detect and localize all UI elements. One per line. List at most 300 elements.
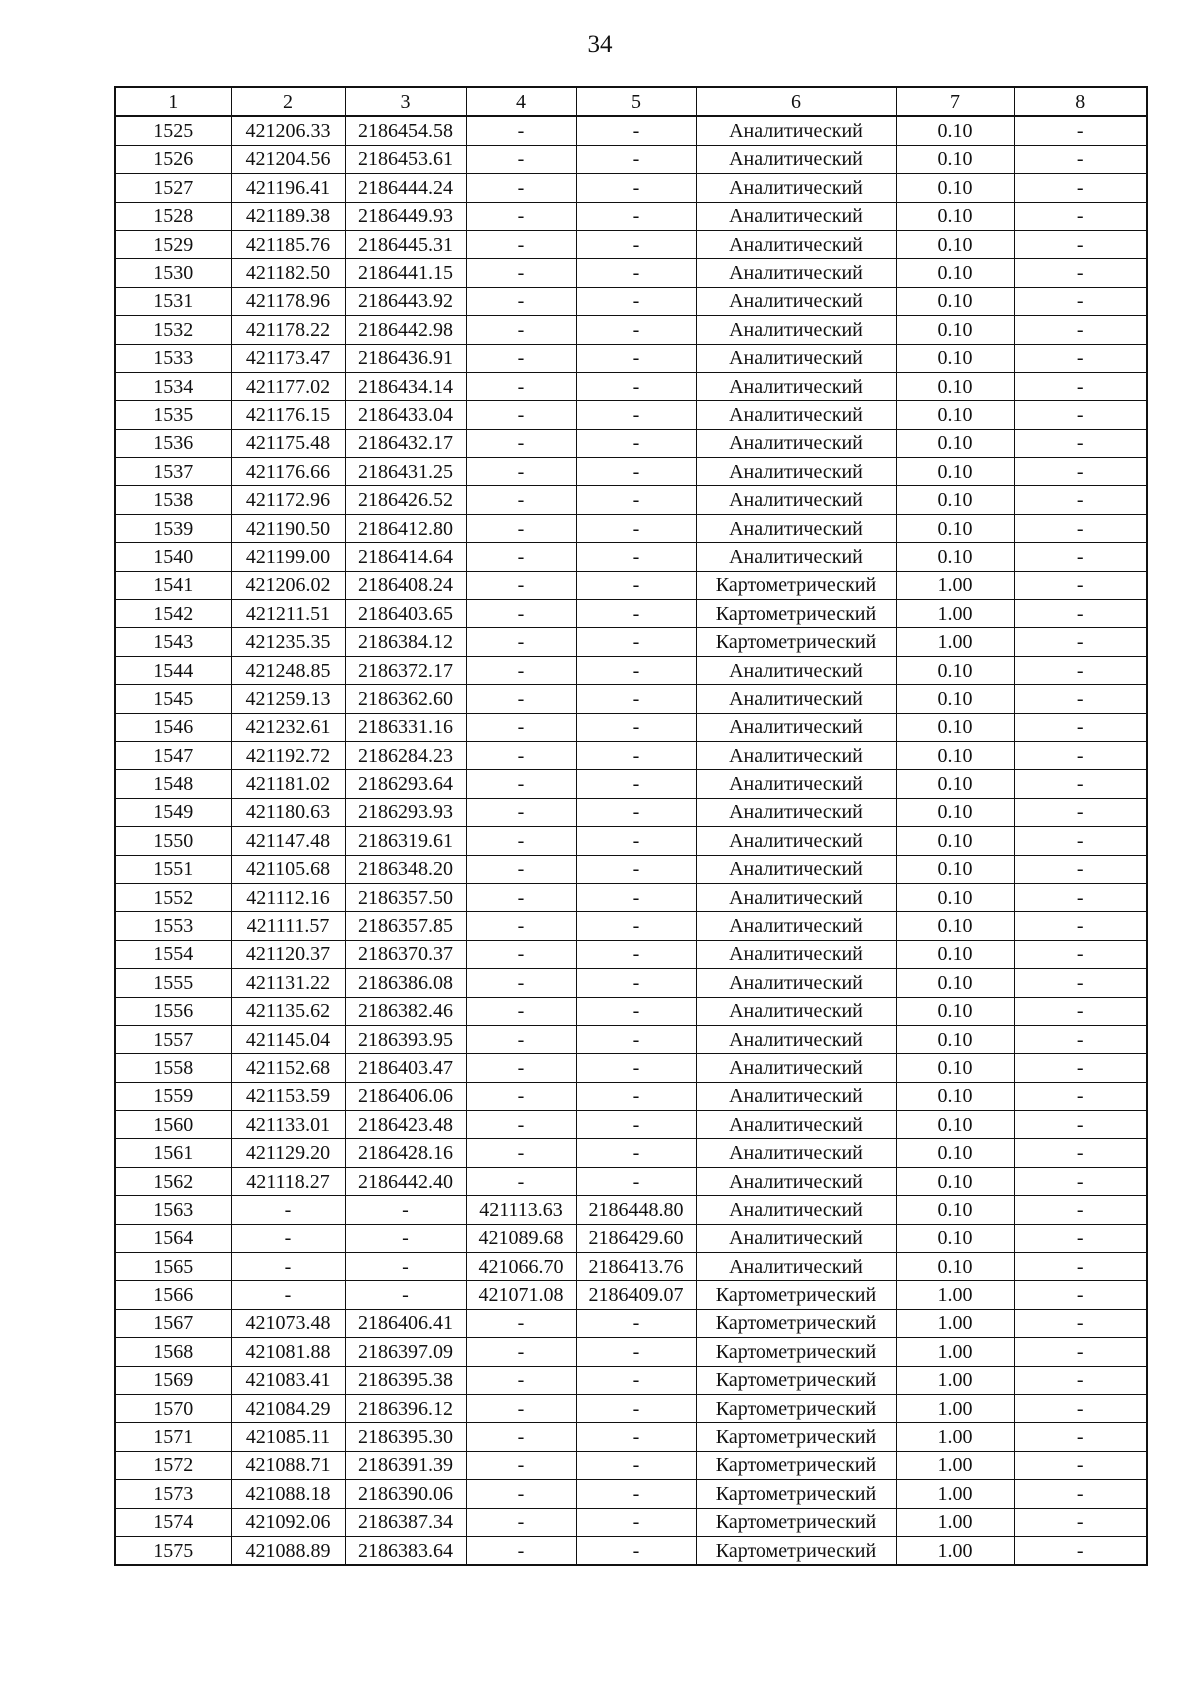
note-cell: -	[1014, 202, 1147, 230]
y-new-coordinate-cell: -	[576, 713, 696, 741]
method-cell: Аналитический	[696, 230, 896, 258]
accuracy-cell: 0.10	[896, 429, 1014, 457]
method-cell: Картометрический	[696, 1423, 896, 1451]
accuracy-cell: 0.10	[896, 741, 1014, 769]
table-row	[115, 401, 1147, 429]
table-row	[115, 1508, 1147, 1536]
table-row	[115, 1536, 1147, 1565]
note-cell: -	[1014, 600, 1147, 628]
x-new-coordinate-cell: -	[466, 600, 576, 628]
point-number-cell: 1550	[115, 827, 231, 855]
note-cell: -	[1014, 1480, 1147, 1508]
x-new-coordinate-cell: -	[466, 1508, 576, 1536]
x-new-coordinate-cell: -	[466, 940, 576, 968]
y-new-coordinate-cell: -	[576, 600, 696, 628]
y-new-coordinate-cell: -	[576, 1338, 696, 1366]
note-cell: -	[1014, 1139, 1147, 1167]
accuracy-cell: 0.10	[896, 230, 1014, 258]
accuracy-cell: 0.10	[896, 912, 1014, 940]
point-number-cell: 1540	[115, 543, 231, 571]
point-number-cell: 1531	[115, 287, 231, 315]
accuracy-cell: 0.10	[896, 1253, 1014, 1281]
method-cell: Аналитический	[696, 827, 896, 855]
method-cell: Аналитический	[696, 1253, 896, 1281]
y-new-coordinate-cell: -	[576, 372, 696, 400]
point-number-cell: 1569	[115, 1366, 231, 1394]
method-cell: Аналитический	[696, 429, 896, 457]
point-number-cell: 1526	[115, 145, 231, 173]
table-row	[115, 259, 1147, 287]
y-coordinate-cell: 2186403.65	[345, 600, 466, 628]
y-new-coordinate-cell: -	[576, 628, 696, 656]
y-coordinate-cell: -	[345, 1253, 466, 1281]
column-header: 5	[576, 87, 696, 116]
x-new-coordinate-cell: 421066.70	[466, 1253, 576, 1281]
method-cell: Аналитический	[696, 1224, 896, 1252]
method-cell: Аналитический	[696, 486, 896, 514]
table-row	[115, 1309, 1147, 1337]
x-coordinate-cell: 421112.16	[231, 883, 345, 911]
table-row	[115, 940, 1147, 968]
note-cell: -	[1014, 486, 1147, 514]
table-row	[115, 770, 1147, 798]
accuracy-cell: 1.00	[896, 1508, 1014, 1536]
y-new-coordinate-cell: -	[576, 969, 696, 997]
note-cell: -	[1014, 1423, 1147, 1451]
x-coordinate-cell: 421147.48	[231, 827, 345, 855]
accuracy-cell: 0.10	[896, 1111, 1014, 1139]
x-coordinate-cell: 421199.00	[231, 543, 345, 571]
table-row	[115, 1196, 1147, 1224]
y-coordinate-cell: 2186293.93	[345, 798, 466, 826]
accuracy-cell: 0.10	[896, 145, 1014, 173]
point-number-cell: 1542	[115, 600, 231, 628]
method-cell: Аналитический	[696, 287, 896, 315]
method-cell: Аналитический	[696, 145, 896, 173]
x-new-coordinate-cell: -	[466, 1167, 576, 1195]
accuracy-cell: 1.00	[896, 628, 1014, 656]
accuracy-cell: 0.10	[896, 259, 1014, 287]
table-row	[115, 543, 1147, 571]
point-number-cell: 1537	[115, 458, 231, 486]
method-cell: Аналитический	[696, 713, 896, 741]
point-number-cell: 1530	[115, 259, 231, 287]
method-cell: Аналитический	[696, 741, 896, 769]
y-coordinate-cell: 2186434.14	[345, 372, 466, 400]
x-new-coordinate-cell: -	[466, 912, 576, 940]
y-new-coordinate-cell: -	[576, 486, 696, 514]
y-new-coordinate-cell: -	[576, 1536, 696, 1565]
x-coordinate-cell: 421259.13	[231, 685, 345, 713]
y-new-coordinate-cell: -	[576, 827, 696, 855]
x-coordinate-cell: 421175.48	[231, 429, 345, 457]
accuracy-cell: 1.00	[896, 1394, 1014, 1422]
note-cell: -	[1014, 656, 1147, 684]
accuracy-cell: 0.10	[896, 1196, 1014, 1224]
coordinates-table	[114, 86, 1148, 1566]
note-cell: -	[1014, 997, 1147, 1025]
note-cell: -	[1014, 1394, 1147, 1422]
method-cell: Аналитический	[696, 543, 896, 571]
x-new-coordinate-cell: -	[466, 458, 576, 486]
note-cell: -	[1014, 429, 1147, 457]
method-cell: Аналитический	[696, 514, 896, 542]
point-number-cell: 1539	[115, 514, 231, 542]
note-cell: -	[1014, 458, 1147, 486]
note-cell: -	[1014, 1196, 1147, 1224]
point-number-cell: 1548	[115, 770, 231, 798]
note-cell: -	[1014, 174, 1147, 202]
y-coordinate-cell: 2186331.16	[345, 713, 466, 741]
y-coordinate-cell: 2186408.24	[345, 571, 466, 599]
x-new-coordinate-cell: -	[466, 514, 576, 542]
x-coordinate-cell: 421181.02	[231, 770, 345, 798]
y-new-coordinate-cell: -	[576, 1508, 696, 1536]
note-cell: -	[1014, 1167, 1147, 1195]
table-row	[115, 116, 1147, 145]
note-cell: -	[1014, 116, 1147, 145]
y-coordinate-cell: -	[345, 1281, 466, 1309]
note-cell: -	[1014, 912, 1147, 940]
y-coordinate-cell: 2186391.39	[345, 1451, 466, 1479]
y-new-coordinate-cell: 2186413.76	[576, 1253, 696, 1281]
x-new-coordinate-cell: -	[466, 571, 576, 599]
table-row	[115, 514, 1147, 542]
point-number-cell: 1552	[115, 883, 231, 911]
x-new-coordinate-cell: -	[466, 969, 576, 997]
x-coordinate-cell: 421177.02	[231, 372, 345, 400]
x-new-coordinate-cell: -	[466, 174, 576, 202]
table-row	[115, 1025, 1147, 1053]
accuracy-cell: 0.10	[896, 372, 1014, 400]
y-new-coordinate-cell: 2186409.07	[576, 1281, 696, 1309]
y-new-coordinate-cell: -	[576, 316, 696, 344]
table-row	[115, 1111, 1147, 1139]
y-new-coordinate-cell: -	[576, 1309, 696, 1337]
y-coordinate-cell: 2186396.12	[345, 1394, 466, 1422]
point-number-cell: 1575	[115, 1536, 231, 1565]
point-number-cell: 1555	[115, 969, 231, 997]
x-new-coordinate-cell: -	[466, 1423, 576, 1451]
accuracy-cell: 0.10	[896, 798, 1014, 826]
accuracy-cell: 1.00	[896, 1281, 1014, 1309]
accuracy-cell: 0.10	[896, 116, 1014, 145]
note-cell: -	[1014, 571, 1147, 599]
note-cell: -	[1014, 1309, 1147, 1337]
accuracy-cell: 0.10	[896, 883, 1014, 911]
y-coordinate-cell: 2186370.37	[345, 940, 466, 968]
accuracy-cell: 1.00	[896, 1309, 1014, 1337]
table-body	[115, 116, 1147, 1565]
x-new-coordinate-cell: -	[466, 1139, 576, 1167]
table-row	[115, 1281, 1147, 1309]
x-coordinate-cell: 421206.02	[231, 571, 345, 599]
point-number-cell: 1573	[115, 1480, 231, 1508]
column-header: 7	[896, 87, 1014, 116]
y-coordinate-cell: 2186362.60	[345, 685, 466, 713]
note-cell: -	[1014, 1025, 1147, 1053]
table-row	[115, 741, 1147, 769]
y-new-coordinate-cell: -	[576, 116, 696, 145]
table-row	[115, 458, 1147, 486]
y-new-coordinate-cell: -	[576, 344, 696, 372]
x-coordinate-cell: 421133.01	[231, 1111, 345, 1139]
y-coordinate-cell: 2186390.06	[345, 1480, 466, 1508]
table-row	[115, 1338, 1147, 1366]
accuracy-cell: 0.10	[896, 1025, 1014, 1053]
y-coordinate-cell: 2186348.20	[345, 855, 466, 883]
column-header: 2	[231, 87, 345, 116]
table-row	[115, 713, 1147, 741]
note-cell: -	[1014, 401, 1147, 429]
accuracy-cell: 0.10	[896, 401, 1014, 429]
y-coordinate-cell: 2186436.91	[345, 344, 466, 372]
accuracy-cell: 0.10	[896, 770, 1014, 798]
x-coordinate-cell: 421131.22	[231, 969, 345, 997]
y-coordinate-cell: -	[345, 1196, 466, 1224]
note-cell: -	[1014, 883, 1147, 911]
method-cell: Аналитический	[696, 372, 896, 400]
note-cell: -	[1014, 713, 1147, 741]
accuracy-cell: 1.00	[896, 1536, 1014, 1565]
x-new-coordinate-cell: -	[466, 656, 576, 684]
y-coordinate-cell: 2186382.46	[345, 997, 466, 1025]
x-coordinate-cell: -	[231, 1196, 345, 1224]
table-row	[115, 628, 1147, 656]
y-coordinate-cell: 2186386.08	[345, 969, 466, 997]
y-coordinate-cell: 2186449.93	[345, 202, 466, 230]
x-new-coordinate-cell: -	[466, 1536, 576, 1565]
table-row	[115, 372, 1147, 400]
method-cell: Аналитический	[696, 855, 896, 883]
table-row	[115, 1224, 1147, 1252]
point-number-cell: 1564	[115, 1224, 231, 1252]
accuracy-cell: 1.00	[896, 1423, 1014, 1451]
y-new-coordinate-cell: -	[576, 1111, 696, 1139]
x-new-coordinate-cell: -	[466, 202, 576, 230]
table-row	[115, 1253, 1147, 1281]
y-coordinate-cell: 2186397.09	[345, 1338, 466, 1366]
y-coordinate-cell: 2186372.17	[345, 656, 466, 684]
point-number-cell: 1574	[115, 1508, 231, 1536]
method-cell: Аналитический	[696, 401, 896, 429]
x-new-coordinate-cell: -	[466, 1309, 576, 1337]
x-coordinate-cell: 421248.85	[231, 656, 345, 684]
x-coordinate-cell: 421178.22	[231, 316, 345, 344]
y-new-coordinate-cell: -	[576, 174, 696, 202]
table-row	[115, 969, 1147, 997]
x-new-coordinate-cell: -	[466, 1451, 576, 1479]
x-new-coordinate-cell: -	[466, 429, 576, 457]
x-new-coordinate-cell: -	[466, 1082, 576, 1110]
x-new-coordinate-cell: -	[466, 770, 576, 798]
y-coordinate-cell: 2186431.25	[345, 458, 466, 486]
table-header-row	[115, 87, 1147, 116]
point-number-cell: 1536	[115, 429, 231, 457]
y-new-coordinate-cell: 2186429.60	[576, 1224, 696, 1252]
x-new-coordinate-cell: -	[466, 741, 576, 769]
x-new-coordinate-cell: -	[466, 145, 576, 173]
note-cell: -	[1014, 230, 1147, 258]
point-number-cell: 1557	[115, 1025, 231, 1053]
y-coordinate-cell: 2186433.04	[345, 401, 466, 429]
note-cell: -	[1014, 1536, 1147, 1565]
y-new-coordinate-cell: -	[576, 202, 696, 230]
x-coordinate-cell: -	[231, 1281, 345, 1309]
method-cell: Аналитический	[696, 1082, 896, 1110]
x-coordinate-cell: 421180.63	[231, 798, 345, 826]
x-coordinate-cell: 421088.71	[231, 1451, 345, 1479]
table-row	[115, 798, 1147, 826]
accuracy-cell: 0.10	[896, 1167, 1014, 1195]
table-row	[115, 1394, 1147, 1422]
y-new-coordinate-cell: -	[576, 1139, 696, 1167]
y-new-coordinate-cell: -	[576, 259, 696, 287]
method-cell: Аналитический	[696, 912, 896, 940]
method-cell: Картометрический	[696, 1536, 896, 1565]
note-cell: -	[1014, 827, 1147, 855]
method-cell: Аналитический	[696, 316, 896, 344]
table-row	[115, 486, 1147, 514]
y-new-coordinate-cell: -	[576, 458, 696, 486]
point-number-cell: 1558	[115, 1054, 231, 1082]
table-row	[115, 883, 1147, 911]
note-cell: -	[1014, 1082, 1147, 1110]
accuracy-cell: 0.10	[896, 855, 1014, 883]
y-new-coordinate-cell: -	[576, 883, 696, 911]
point-number-cell: 1566	[115, 1281, 231, 1309]
x-new-coordinate-cell: -	[466, 628, 576, 656]
table-row	[115, 230, 1147, 258]
method-cell: Картометрический	[696, 571, 896, 599]
column-header: 6	[696, 87, 896, 116]
x-new-coordinate-cell: -	[466, 855, 576, 883]
x-new-coordinate-cell: -	[466, 1394, 576, 1422]
point-number-cell: 1528	[115, 202, 231, 230]
method-cell: Аналитический	[696, 1139, 896, 1167]
note-cell: -	[1014, 372, 1147, 400]
x-coordinate-cell: 421073.48	[231, 1309, 345, 1337]
table-row	[115, 316, 1147, 344]
column-header: 3	[345, 87, 466, 116]
x-coordinate-cell: 421129.20	[231, 1139, 345, 1167]
point-number-cell: 1565	[115, 1253, 231, 1281]
x-coordinate-cell: 421189.38	[231, 202, 345, 230]
point-number-cell: 1525	[115, 116, 231, 145]
method-cell: Аналитический	[696, 202, 896, 230]
table-row	[115, 1451, 1147, 1479]
x-coordinate-cell: 421176.66	[231, 458, 345, 486]
x-coordinate-cell: 421235.35	[231, 628, 345, 656]
note-cell: -	[1014, 543, 1147, 571]
point-number-cell: 1532	[115, 316, 231, 344]
y-coordinate-cell: 2186395.38	[345, 1366, 466, 1394]
x-coordinate-cell: 421088.89	[231, 1536, 345, 1565]
note-cell: -	[1014, 1366, 1147, 1394]
note-cell: -	[1014, 344, 1147, 372]
y-new-coordinate-cell: -	[576, 1082, 696, 1110]
accuracy-cell: 0.10	[896, 969, 1014, 997]
x-coordinate-cell: 421118.27	[231, 1167, 345, 1195]
y-new-coordinate-cell: -	[576, 741, 696, 769]
x-new-coordinate-cell: -	[466, 230, 576, 258]
accuracy-cell: 0.10	[896, 1139, 1014, 1167]
x-coordinate-cell: 421081.88	[231, 1338, 345, 1366]
note-cell: -	[1014, 940, 1147, 968]
y-new-coordinate-cell: 2186448.80	[576, 1196, 696, 1224]
note-cell: -	[1014, 514, 1147, 542]
note-cell: -	[1014, 1253, 1147, 1281]
x-new-coordinate-cell: -	[466, 1366, 576, 1394]
point-number-cell: 1549	[115, 798, 231, 826]
point-number-cell: 1568	[115, 1338, 231, 1366]
y-coordinate-cell: 2186443.92	[345, 287, 466, 315]
table-row	[115, 429, 1147, 457]
accuracy-cell: 0.10	[896, 997, 1014, 1025]
y-new-coordinate-cell: -	[576, 401, 696, 429]
note-cell: -	[1014, 1054, 1147, 1082]
x-coordinate-cell: 421185.76	[231, 230, 345, 258]
table-row	[115, 1139, 1147, 1167]
x-coordinate-cell: 421192.72	[231, 741, 345, 769]
x-coordinate-cell: 421178.96	[231, 287, 345, 315]
point-number-cell: 1560	[115, 1111, 231, 1139]
accuracy-cell: 1.00	[896, 1338, 1014, 1366]
y-coordinate-cell: 2186441.15	[345, 259, 466, 287]
method-cell: Аналитический	[696, 259, 896, 287]
y-coordinate-cell: 2186357.50	[345, 883, 466, 911]
method-cell: Картометрический	[696, 1281, 896, 1309]
accuracy-cell: 1.00	[896, 600, 1014, 628]
y-coordinate-cell: 2186393.95	[345, 1025, 466, 1053]
x-coordinate-cell: 421176.15	[231, 401, 345, 429]
point-number-cell: 1556	[115, 997, 231, 1025]
x-new-coordinate-cell: -	[466, 1480, 576, 1508]
y-coordinate-cell: -	[345, 1224, 466, 1252]
note-cell: -	[1014, 969, 1147, 997]
point-number-cell: 1561	[115, 1139, 231, 1167]
x-coordinate-cell: 421232.61	[231, 713, 345, 741]
y-coordinate-cell: 2186357.85	[345, 912, 466, 940]
y-new-coordinate-cell: -	[576, 287, 696, 315]
x-coordinate-cell: 421120.37	[231, 940, 345, 968]
note-cell: -	[1014, 770, 1147, 798]
note-cell: -	[1014, 259, 1147, 287]
y-coordinate-cell: 2186406.41	[345, 1309, 466, 1337]
table-row	[115, 997, 1147, 1025]
method-cell: Аналитический	[696, 1167, 896, 1195]
note-cell: -	[1014, 1281, 1147, 1309]
x-new-coordinate-cell: -	[466, 116, 576, 145]
accuracy-cell: 0.10	[896, 713, 1014, 741]
x-coordinate-cell: 421173.47	[231, 344, 345, 372]
y-coordinate-cell: 2186284.23	[345, 741, 466, 769]
y-new-coordinate-cell: -	[576, 997, 696, 1025]
table-row	[115, 656, 1147, 684]
y-new-coordinate-cell: -	[576, 429, 696, 457]
x-new-coordinate-cell: -	[466, 259, 576, 287]
x-coordinate-cell: 421145.04	[231, 1025, 345, 1053]
table-row	[115, 1167, 1147, 1195]
table-row	[115, 145, 1147, 173]
note-cell: -	[1014, 628, 1147, 656]
x-new-coordinate-cell: -	[466, 798, 576, 826]
x-coordinate-cell: 421206.33	[231, 116, 345, 145]
method-cell: Аналитический	[696, 940, 896, 968]
method-cell: Аналитический	[696, 685, 896, 713]
x-new-coordinate-cell: -	[466, 997, 576, 1025]
point-number-cell: 1571	[115, 1423, 231, 1451]
